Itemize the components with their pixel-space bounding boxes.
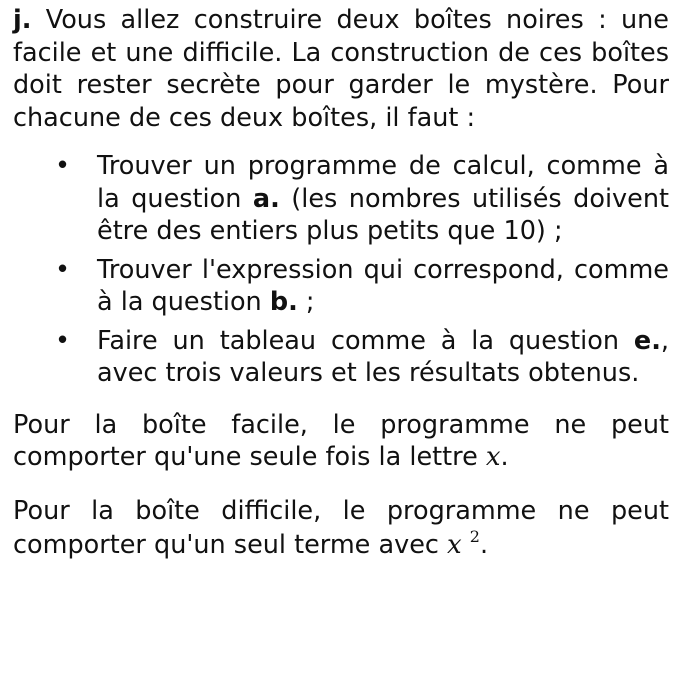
list-item-text: Trouver un programme de calcul, comme à la question — [97, 151, 669, 214]
bullet-icon: • — [55, 325, 71, 356]
easy-box-text: Pour la boîte facile, le programme ne peut comporter qu'une seule fois la lettre — [13, 409, 669, 472]
bullet-icon: • — [55, 151, 71, 181]
list-item-text: , avec trois valeurs et les résultats obtenus. — [97, 325, 669, 388]
easy-box-paragraph — [13, 409, 669, 474]
exercise-j — [13, 4, 669, 562]
math-variable: x — [447, 529, 462, 560]
list-item-text: ; — [297, 287, 315, 317]
question-label: j. — [13, 5, 32, 35]
list-item-text: (les nombres utilisés doivent être des entiers plus petits que 10) ; — [97, 183, 669, 246]
math-variable: x — [485, 442, 501, 472]
requirements-list — [13, 150, 669, 390]
list-item — [13, 150, 669, 248]
list-item — [13, 254, 669, 319]
list-item — [13, 325, 669, 390]
question-ref: e. — [633, 325, 661, 356]
bullet-icon: • — [55, 254, 71, 285]
punctuation: . — [500, 442, 509, 472]
question-ref: a. — [252, 183, 280, 214]
list-item-text: Trouver l'expression qui correspond, comme à la question — [97, 254, 669, 317]
intro-paragraph — [13, 4, 669, 134]
hard-box-text: Pour la boîte difficile, le programme ne peut comporter qu'un seul terme avec — [13, 495, 669, 560]
list-item-text: Faire un tableau comme à la question — [97, 325, 634, 356]
math-exponent: 2 — [469, 526, 480, 546]
question-ref: b. — [269, 287, 298, 317]
intro-text: Vous allez construire deux boîtes noires : une facile et une difficile. La construction de ces boîtes doit rester secrète pour garder le mystère. Pour chacune de ces deux boîtes, il faut : — [13, 5, 669, 133]
punctuation: . — [479, 529, 489, 560]
hard-box-paragraph — [13, 494, 669, 562]
